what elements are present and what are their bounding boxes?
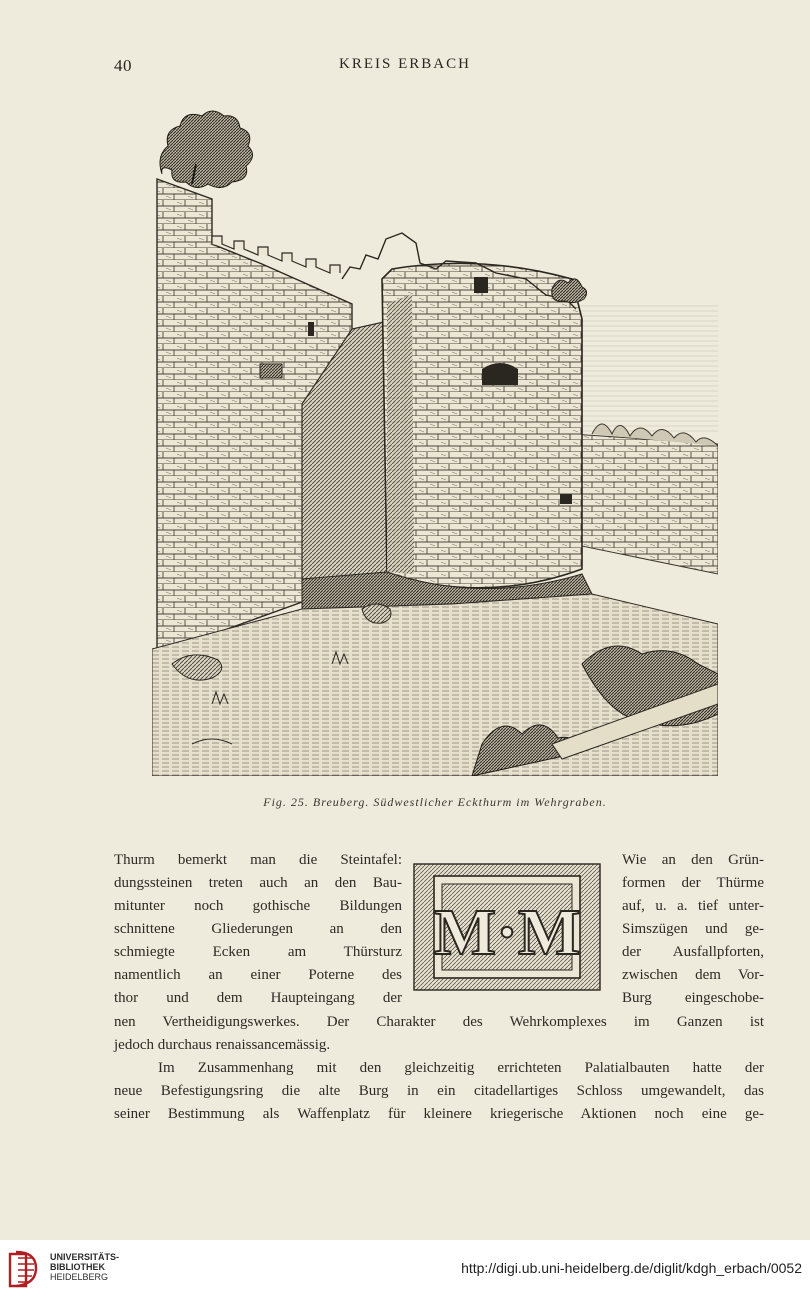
stone-tablet-inset: [412, 862, 602, 992]
text-line: Im Zusammenhang mit den gleichzeitig errichteten Palatialbauten hatte der: [158, 1060, 764, 1076]
text-line: jedoch durchaus renaissancemässig.: [114, 1037, 331, 1053]
library-footer: [0, 1240, 810, 1298]
figure-caption: Fig. 25. Breuberg. Südwestlicher Eckthurm im Wehrgraben.: [263, 795, 607, 809]
text-line: mitunter noch gothische Bildungen: [114, 898, 402, 914]
library-name-line1: UNIVERSITÄTS-: [50, 1252, 120, 1262]
text-line: Wie an den Grün-: [622, 852, 764, 868]
illustration-castle-tower: [152, 104, 718, 776]
text-line: dungssteinen treten auch an den Bau-: [114, 875, 402, 891]
text-line: seiner Bestimmung als Waffenplatz für kleinere kriegerische Aktionen noch eine ge-: [114, 1106, 764, 1122]
permalink-url[interactable]: http://digi.ub.uni-heidelberg.de/diglit/kdgh_erbach/0052: [461, 1260, 802, 1276]
library-name-line2: BIBLIOTHEK: [50, 1262, 105, 1272]
text-line: namentlich an einer Poterne des: [114, 967, 402, 983]
text-line: schmiegte Ecken am Thürsturz: [114, 944, 402, 960]
text-line: auf, u. a. tief unter-: [622, 898, 764, 914]
text-line: der Ausfallpforten,: [622, 944, 764, 960]
library-name-line3: HEIDELBERG: [50, 1272, 109, 1282]
running-head: KREIS ERBACH: [339, 56, 471, 72]
text-line: Simszügen und ge-: [622, 921, 764, 937]
library-logo-icon: [6, 1248, 46, 1290]
text-line: formen der Thürme: [622, 875, 764, 891]
text-line: schnittene Gliederungen an den: [114, 921, 402, 937]
library-name: [50, 1252, 119, 1282]
page-number: 40: [114, 56, 132, 75]
tablet-letters: M·M: [433, 896, 581, 969]
text-line: Thurm bemerkt man die Steintafel:: [114, 852, 402, 868]
text-line: nen Vertheidigungswerkes. Der Charakter des Wehrkomplexes im Ganzen ist: [114, 1014, 764, 1030]
text-line: Burg eingeschobe-: [622, 990, 764, 1006]
text-line: thor und dem Haupteingang der: [114, 990, 402, 1006]
text-line: zwischen dem Vor-: [622, 967, 764, 983]
text-line: neue Befestigungsring die alte Burg in ein citadellartiges Schloss umgewandelt, das: [114, 1083, 764, 1099]
